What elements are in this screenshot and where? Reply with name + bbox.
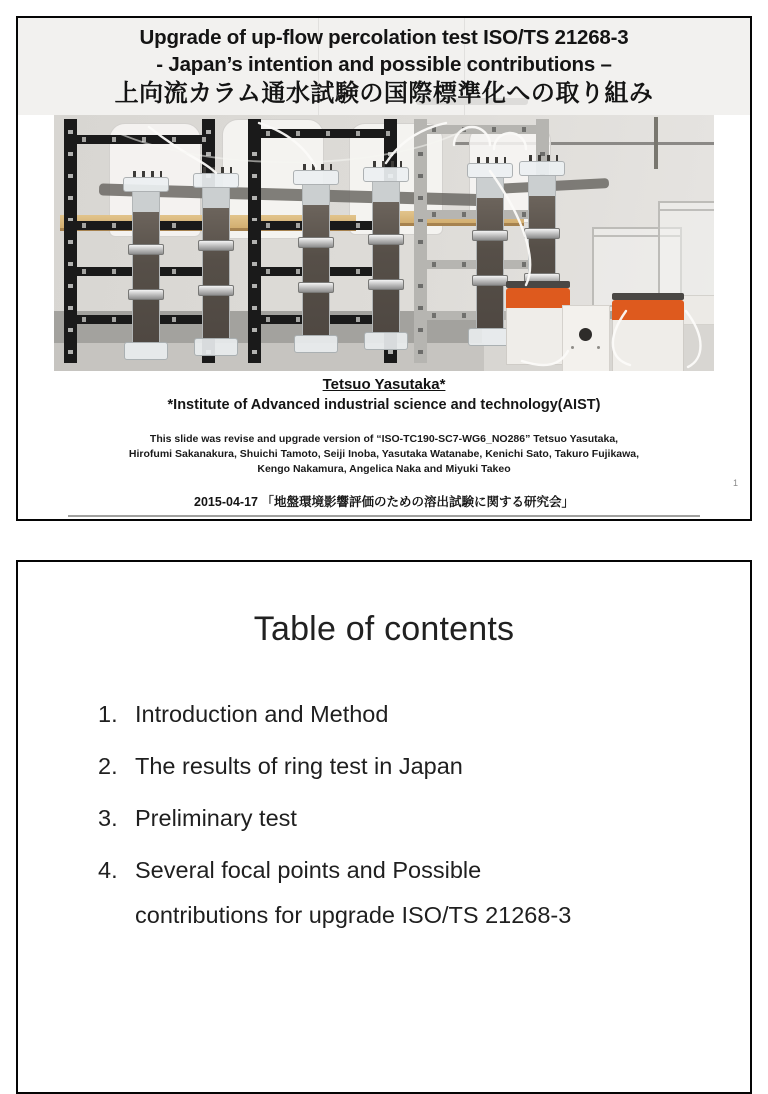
lab-apparatus-photo	[54, 115, 714, 371]
toc-item-text: contributions for upgrade ISO/TS 21268-3	[135, 902, 572, 928]
toc-list	[98, 692, 710, 945]
slide1-title-block	[18, 18, 750, 115]
toc-item-number: 3.	[98, 805, 118, 831]
toc-item-number: 4.	[98, 857, 118, 883]
toc-item	[98, 692, 710, 737]
toc-item-number: 2.	[98, 753, 118, 779]
slide1-title-line2: - Japan’s intention and possible contributions –	[156, 53, 612, 76]
toc-item-text: Several focal points and Possible	[135, 857, 482, 883]
toc-item	[98, 848, 710, 938]
bottom-rule	[68, 515, 700, 517]
slide1-title-line1: Upgrade of up-flow percolation test ISO/TS 21268-3	[139, 26, 629, 49]
credits-line: This slide was revise and upgrade version of “ISO-TC190-SC7-WG6_NO286” Tetsuo Yasutaka,	[149, 433, 619, 445]
toc-item-text: Preliminary test	[135, 805, 297, 831]
toc-title: Table of contents	[253, 610, 515, 648]
author-name: Tetsuo Yasutaka*	[322, 376, 446, 393]
slide1-title-line3-japanese: 上向流カラム通水試験の国際標準化への取り組み	[114, 80, 654, 107]
slide-page-1	[16, 16, 752, 521]
slide-page-2	[16, 560, 752, 1094]
credits-block	[18, 432, 750, 477]
toc-item-text: Introduction and Method	[135, 701, 389, 727]
footer-date: 2015-04-17 「地盤環境影響評価のための溶出試験に関する研究会」	[194, 495, 574, 509]
author-affiliation: *Institute of Advanced industrial science and technology(AIST)	[167, 397, 601, 413]
toc-item-text: The results of ring test in Japan	[135, 753, 463, 779]
slide-page-number: 1	[732, 478, 738, 488]
toc-item	[98, 744, 710, 789]
toc-item-number: 1.	[98, 701, 118, 727]
credits-line: Hirofumi Sakanakura, Shuichi Tamoto, Seiji Inoba, Yasutaka Watanabe, Kenichi Sato, Takuro Fujikawa,	[128, 448, 640, 460]
tubing-overlay	[54, 115, 714, 371]
toc-item	[98, 796, 710, 841]
credits-line: Kengo Nakamura, Angelica Naka and Miyuki Takeo	[257, 463, 511, 475]
